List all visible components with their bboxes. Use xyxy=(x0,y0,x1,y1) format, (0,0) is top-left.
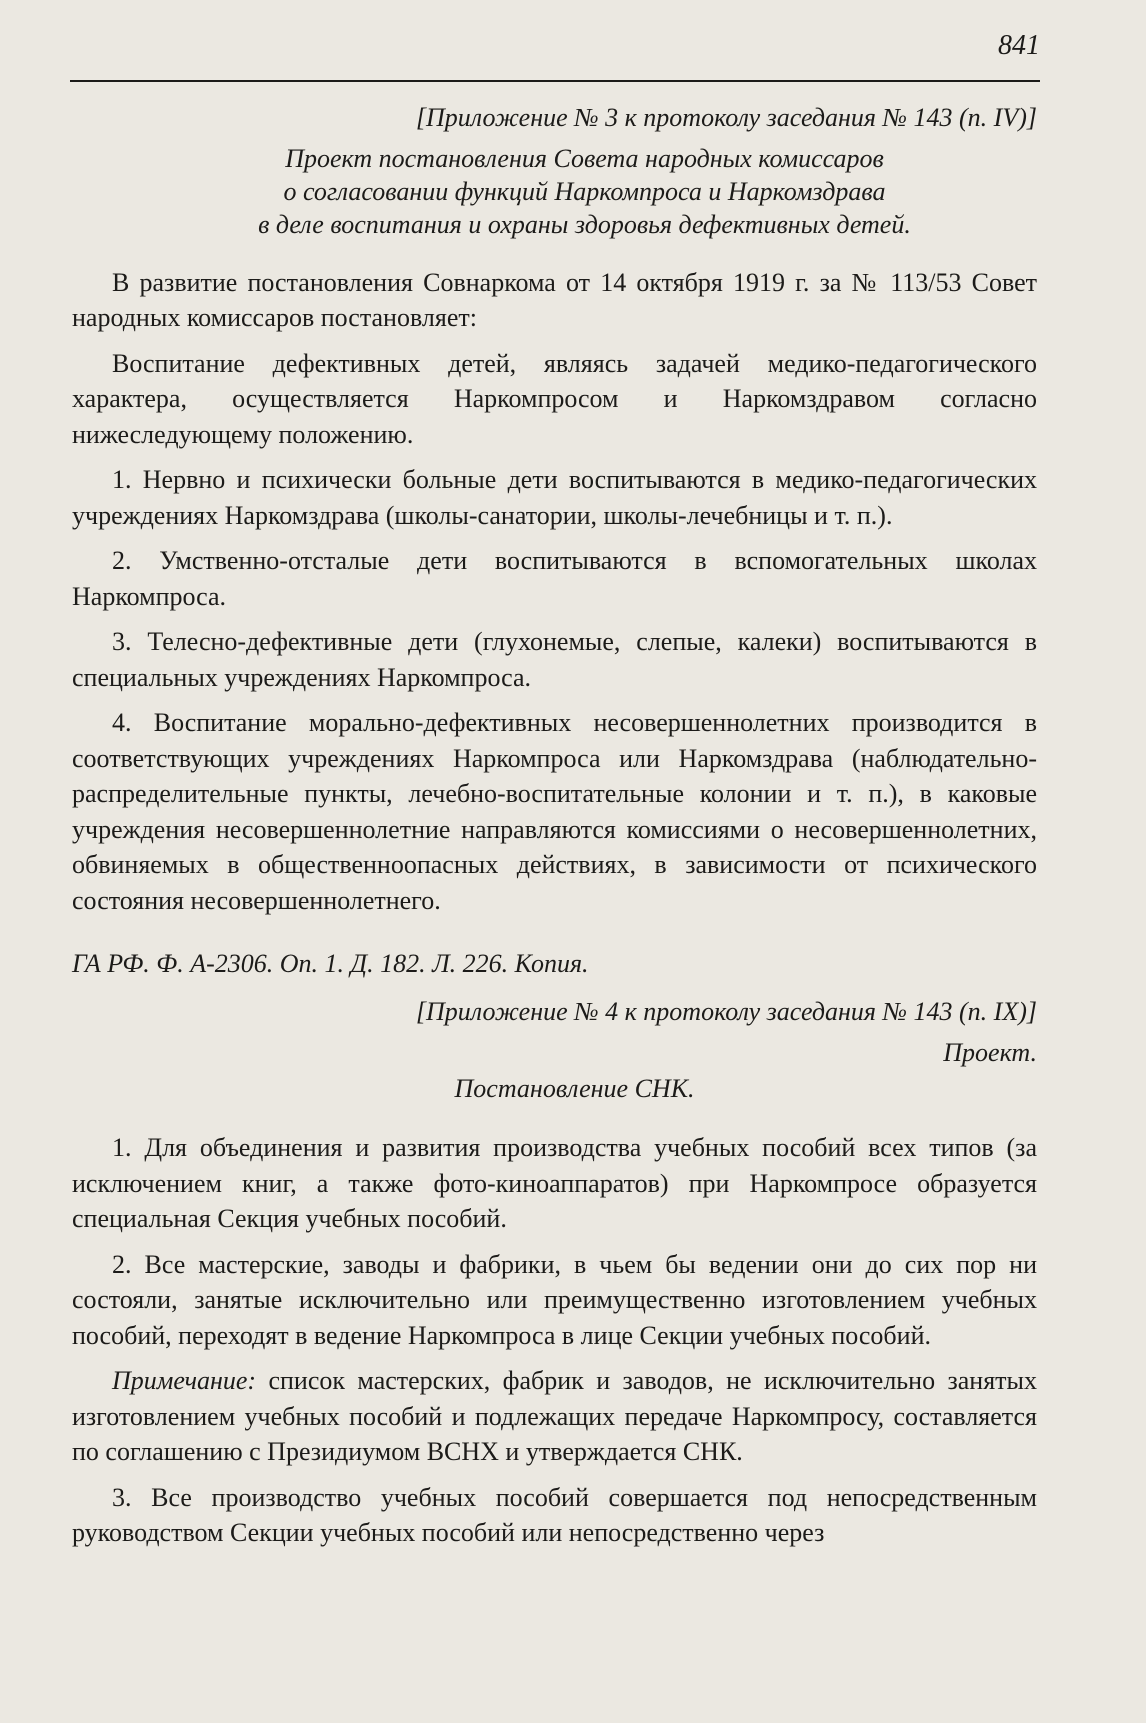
appendix3-item4: 4. Воспитание морально-дефективных несовершеннолетних производится в соответствующих учреждениях Наркомпроса или Наркомздрава (наблюдательно-распределительные пункты, лечебно-воспитательные колонии и т. п.), в каковые учреждения несовершеннолетние направляются комиссиями о несовершеннолетних, обвиняемых в общественноопасных действиях, в зависимости от психического состояния несовершеннолетнего. xyxy=(72,708,1037,915)
note-text: список мастерских, фабрик и заводов, не исключительно занятых изготовлением учебных пособий и подлежащих передаче Наркомпросу, составляется по соглашению с Президиумом ВСНХ и утверждается СНК. xyxy=(72,1366,1037,1466)
appendix3-item3: 3. Телесно-дефективные дети (глухонемые, слепые, калеки) воспитываются в специальных учреждениях Наркомпроса. xyxy=(72,627,1037,692)
appendix4-item3: 3. Все производство учебных пособий совершается под непосредственным руководством Секции учебных пособий или непосредственно через xyxy=(72,1482,1037,1547)
page-content xyxy=(72,100,1037,1561)
appendix3-intro: В развитие постановления Совнаркома от 14 октября 1919 г. за № 113/53 Совет народных комиссаров постановляет: xyxy=(72,267,1037,332)
doc-title-line: о согласовании функций Наркомпроса и Наркомздрава xyxy=(283,176,886,206)
appendix4-title: [Приложение № 4 к протоколу заседания № 143 (п. IX)] xyxy=(415,996,1037,1026)
note-label: Примечание: xyxy=(112,1366,257,1395)
doc-title-line: Проект постановления Совета народных комиссаров xyxy=(285,143,884,173)
appendix4-item2: 2. Все мастерские, заводы и фабрики, в чьем бы ведении они до сих пор ни состояли, занятые исключительно или преимущественно изготовлением учебных пособий, переходят в ведение Наркомпроса в лице Секции учебных пособий. xyxy=(72,1249,1037,1350)
appendix3-item2: 2. Умственно-отсталые дети воспитываются в вспомогательных школах Наркомпроса. xyxy=(72,546,1037,611)
appendix4-item1: 1. Для объединения и развития производства учебных пособий всех типов (за исключением книг, а также фото-киноаппаратов) при Наркомпросе образуется специальная Секция учебных пособий. xyxy=(72,1133,1037,1233)
appendix4-note xyxy=(72,1363,1037,1470)
appendix3-item1: 1. Нервно и психически больные дети воспитываются в медико-педагогических учреждениях Наркомздрава (школы-санатории, школы-лечебницы и т. п.). xyxy=(72,465,1037,530)
appendix3-doc-title xyxy=(72,142,1037,241)
doc-title-line: в деле воспитания и охраны здоровья дефективных детей. xyxy=(258,209,911,239)
header-rule xyxy=(70,80,1040,82)
archive-reference: ГА РФ. Ф. А-2306. Оп. 1. Д. 182. Л. 226. Копия. xyxy=(72,949,589,978)
appendix3-title: [Приложение № 3 к протоколу заседания № 143 (п. IV)] xyxy=(415,103,1037,132)
appendix4-doc-title: Постановление СНК. xyxy=(454,1073,695,1103)
page-header xyxy=(70,30,1040,82)
appendix3-para1: Воспитание дефективных детей, являясь задачей медико-педагогического характера, осуществляется Наркомпросом и Наркомздравом согласно нижеследующему положению. xyxy=(72,348,1037,449)
page-number: 841 xyxy=(998,30,1040,61)
appendix4-project-label: Проект. xyxy=(943,1038,1037,1067)
